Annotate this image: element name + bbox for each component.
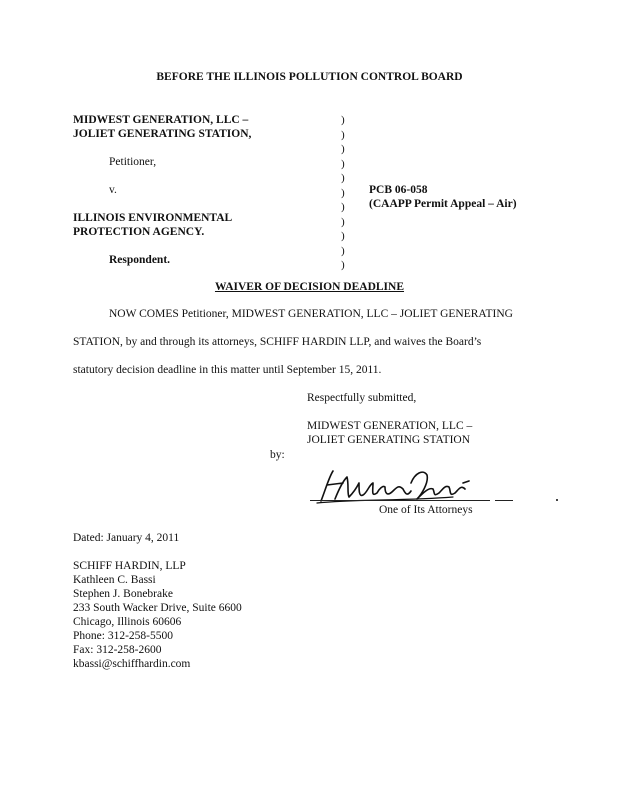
petitioner-role: Petitioner, xyxy=(109,156,157,168)
counsel-fax: Fax: 312-258-2600 xyxy=(73,644,162,656)
caption-parentheses xyxy=(341,113,351,273)
respondent-role: Respondent. xyxy=(109,254,171,266)
paren: ) xyxy=(341,143,345,155)
counsel-phone: Phone: 312-258-5500 xyxy=(73,630,173,642)
by-label: by: xyxy=(270,449,285,461)
counsel-address1: 233 South Wacker Drive, Suite 6600 xyxy=(73,602,242,614)
counsel-firm: SCHIFF HARDIN, LLP xyxy=(73,560,186,572)
body-line-1: NOW COMES Petitioner, MIDWEST GENERATION, LLC – JOLIET GENERATING xyxy=(109,308,513,320)
counsel-email[interactable]: kbassi@schiffhardin.com xyxy=(73,658,191,670)
company-line1: MIDWEST GENERATION, LLC – xyxy=(307,420,473,432)
paren: ) xyxy=(341,114,345,126)
petitioner-name-line2: JOLIET GENERATING STATION, xyxy=(73,128,252,140)
stray-mark xyxy=(556,499,558,501)
paren: ) xyxy=(341,186,345,199)
paren: ) xyxy=(341,172,345,184)
counsel-attorney1: Kathleen C. Bassi xyxy=(73,574,156,586)
company-line2: JOLIET GENERATING STATION xyxy=(307,434,471,446)
document-title: WAIVER OF DECISION DEADLINE xyxy=(214,281,405,293)
signature-caption: One of Its Attorneys xyxy=(379,504,473,516)
paren: ) xyxy=(341,157,345,170)
dated-line: Dated: January 4, 2011 xyxy=(73,532,180,544)
paren: ) xyxy=(341,230,345,242)
paren: ) xyxy=(341,215,345,228)
signature-line xyxy=(310,500,490,501)
petitioner-name-line1: MIDWEST GENERATION, LLC – xyxy=(73,114,249,126)
body-line-3: statutory decision deadline in this matter until September 15, 2011. xyxy=(73,364,382,376)
paren: ) xyxy=(341,244,345,257)
respondent-name-line1: ILLINOIS ENVIRONMENTAL xyxy=(73,212,233,224)
respectfully-submitted: Respectfully submitted, xyxy=(307,392,417,404)
paren: ) xyxy=(341,201,345,213)
court-heading: BEFORE THE ILLINOIS POLLUTION CONTROL BOARD xyxy=(156,71,463,83)
respondent-name-line2: PROTECTION AGENCY. xyxy=(73,226,205,238)
paren: ) xyxy=(341,128,345,141)
versus: v. xyxy=(109,184,117,196)
signature-dash xyxy=(495,500,513,501)
case-number: PCB 06-058 xyxy=(369,184,428,196)
counsel-attorney2: Stephen J. Bonebrake xyxy=(73,588,173,600)
counsel-address2: Chicago, Illinois 60606 xyxy=(73,616,182,628)
case-type: (CAAPP Permit Appeal – Air) xyxy=(369,198,517,210)
paren: ) xyxy=(341,259,345,271)
body-line-2: STATION, by and through its attorneys, SCHIFF HARDIN LLP, and waives the Board’s xyxy=(73,336,482,348)
